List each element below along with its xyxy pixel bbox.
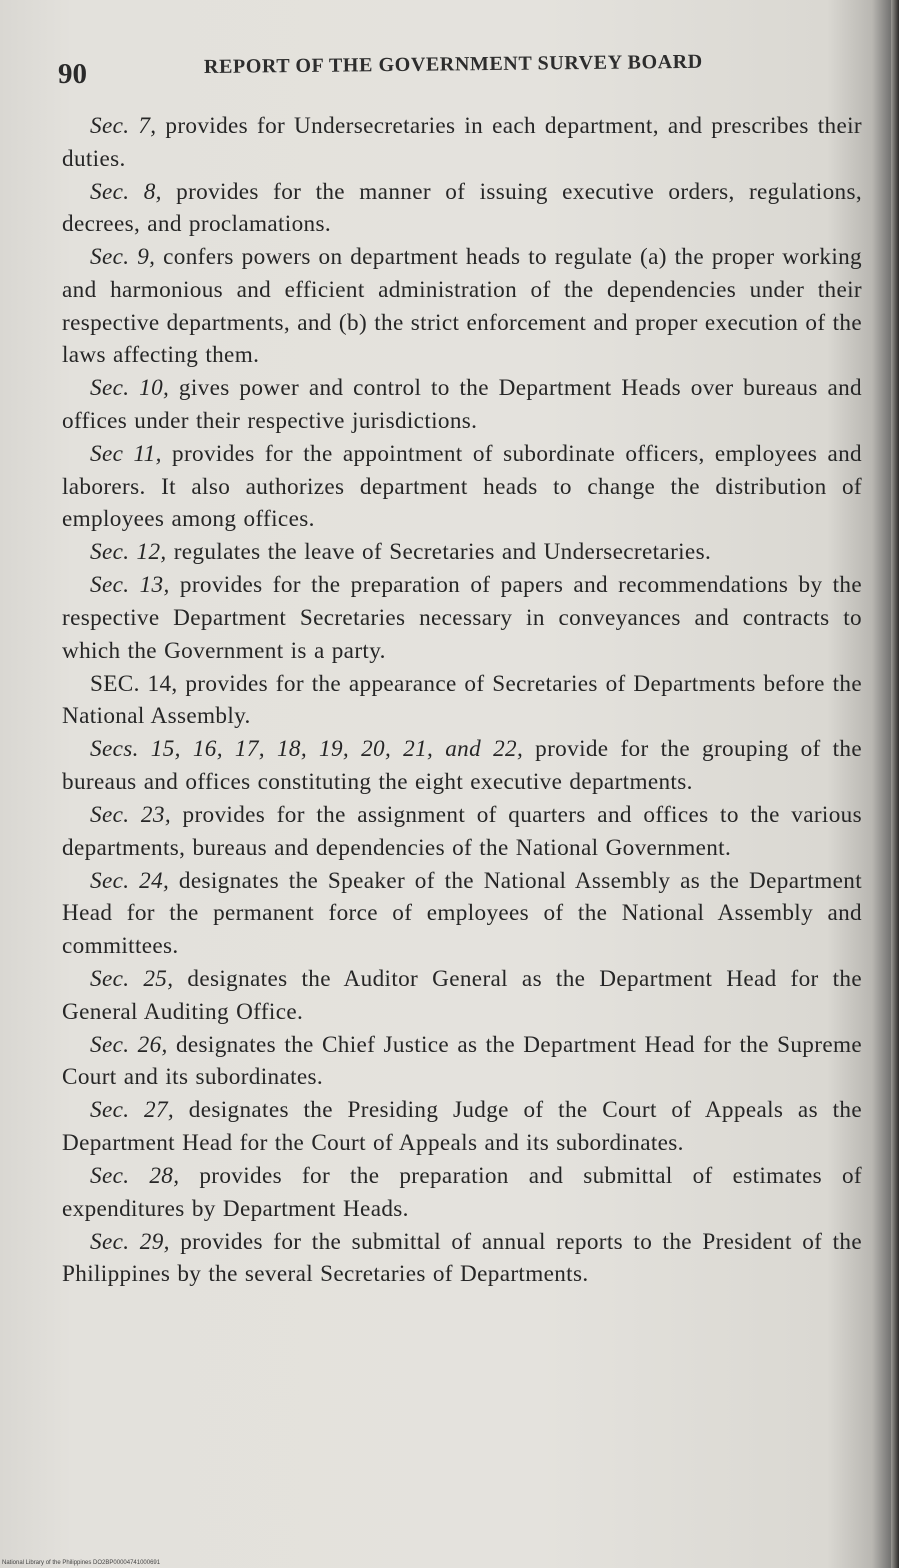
section-text: provides for the appearance of Secretaries of Departments before the National Assembly.	[62, 670, 862, 730]
book-spine-shadow	[891, 0, 899, 1568]
section-paragraph	[62, 372, 862, 437]
section-label: Sec. 23,	[90, 801, 171, 828]
section-label: Sec. 25,	[90, 965, 174, 992]
page-body	[62, 110, 862, 1291]
section-paragraph	[62, 1029, 862, 1094]
page-header	[58, 52, 858, 92]
section-label: SEC. 14,	[90, 670, 178, 697]
section-paragraph	[62, 865, 862, 963]
section-label: Sec. 12,	[90, 539, 167, 566]
running-head: REPORT OF THE GOVERNMENT SURVEY BOARD	[203, 50, 703, 78]
page-number: 90	[58, 58, 87, 90]
section-label: Sec 11,	[90, 440, 162, 467]
section-text: designates the Auditor General as the Department Head for the General Auditing Office.	[62, 965, 862, 1025]
section-paragraph	[62, 733, 862, 798]
scan-credit-footer: National Library of the Philippines DO2BP00004741000691	[2, 1560, 161, 1566]
section-label: Sec. 7,	[90, 113, 157, 139]
section-paragraph	[62, 1094, 862, 1159]
section-paragraph	[62, 963, 862, 1028]
section-paragraph	[62, 569, 862, 667]
section-paragraph	[62, 536, 862, 569]
section-text: provides for the appointment of subordinate officers, employees and laborers. It also authorizes department heads to change the distribution of employees among offices.	[62, 440, 862, 533]
section-text: designates the Speaker of the National Assembly as the Department Head for the permanent force of employees of the National Assembly and committees.	[62, 867, 862, 959]
section-text: designates the Chief Justice as the Department Head for the Supreme Court and its subordinates.	[62, 1031, 862, 1091]
section-label: Sec. 9,	[90, 244, 156, 271]
section-text: gives power and control to the Department Heads over bureaus and offices under their respective jurisdictions.	[62, 375, 862, 434]
section-text: provides for the preparation and submittal of estimates of expenditures by Department Heads.	[62, 1163, 862, 1222]
section-text: provides for the manner of issuing executive orders, regulations, decrees, and proclamations.	[62, 178, 862, 238]
section-paragraph	[62, 241, 862, 371]
section-text: confers powers on department heads to regulate (a) the proper working and harmonious and efficient administration of the dependencies under their respective departments, and (b) the strict enforcement and proper execution of the laws affecting them.	[62, 244, 862, 369]
section-text: provides for Undersecretaries in each department, and prescribes their duties.	[62, 113, 862, 172]
section-label: Sec. 28,	[90, 1163, 180, 1189]
section-label: Sec. 24,	[90, 867, 170, 894]
section-paragraph	[62, 1160, 862, 1225]
section-label: Sec. 29,	[90, 1228, 170, 1255]
section-label: Sec. 27,	[90, 1097, 175, 1124]
section-text: provide for the grouping of the bureaus and offices constituting the eight executive departments.	[62, 736, 862, 795]
section-paragraph	[62, 110, 862, 175]
section-paragraph	[62, 438, 862, 536]
section-text: designates the Presiding Judge of the Court of Appeals as the Department Head for the Court of Appeals and its subordinates.	[62, 1097, 862, 1156]
section-text: provides for the preparation of papers and recommendations by the respective Department Secretaries necessary in conveyances and contracts to which the Government is a party.	[62, 572, 862, 664]
section-label: Sec. 10,	[90, 375, 170, 402]
section-text: provides for the submittal of annual reports to the President of the Philippines by the several Secretaries of Departments.	[62, 1228, 862, 1288]
section-label: Sec. 13,	[90, 572, 170, 599]
section-label: Sec. 8,	[90, 178, 162, 205]
section-label: Sec. 26,	[90, 1031, 168, 1058]
section-paragraph	[62, 176, 862, 241]
section-paragraph	[62, 1226, 862, 1291]
section-label: Secs. 15, 16, 17, 18, 19, 20, 21, and 22,	[90, 736, 524, 763]
section-paragraph	[62, 668, 862, 733]
section-text: provides for the assignment of quarters and offices to the various departments, bureaus and dependencies of the National Government.	[62, 801, 862, 861]
section-paragraph	[62, 799, 862, 864]
section-text: regulates the leave of Secretaries and Undersecretaries.	[166, 539, 712, 566]
